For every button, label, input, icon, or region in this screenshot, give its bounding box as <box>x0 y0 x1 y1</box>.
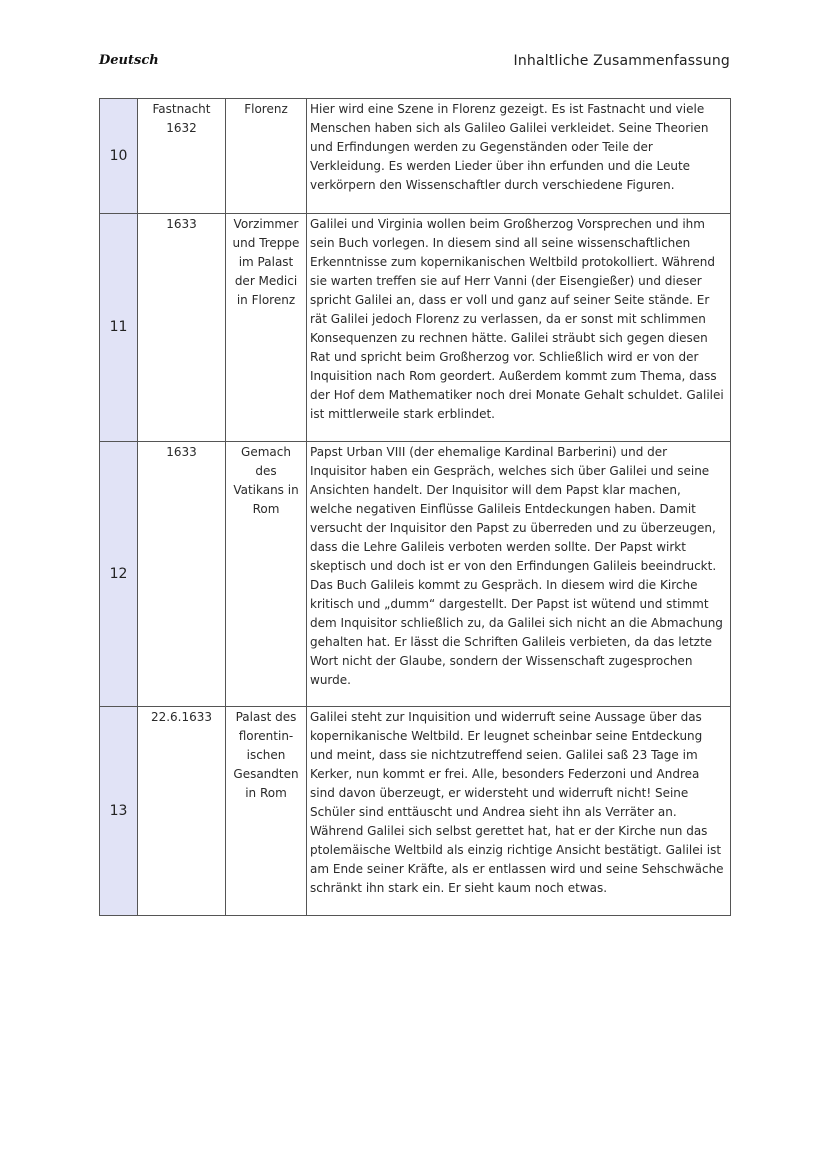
scene-description: Galilei und Virginia wollen beim Großherzog Vorsprechen und ihm sein Buch vorlegen. In diesem sind all seine wissenschaftlichen Erkenntnisse zum kopernikanischen Weltbild protokolliert. Während sie warten treffen sie auf Herr Vanni (der Eisengießer) und dieser spricht Galilei an, dass er voll und ganz auf seiner Seite stände. Er rät Galilei jedoch Florenz zu verlassen, da er sonst mit schlimmen Konsequenzen zu rechnen hätte. Galilei sträubt sich gegen diesen Rat und spricht beim Großherzog vor. Schließlich wird er von der Inquisition nach Rom geordert. Außerdem kommt zum Thema, dass der Hof dem Mathematiker noch drei Monate Gehalt schuldet. Galilei ist mittlerweile stark erblindet. <box>307 214 731 442</box>
scene-description: Galilei steht zur Inquisition und widerruft seine Aussage über das kopernikanische Weltbild. Er leugnet scheinbar seine Entdeckung und meint, dass sie nichtzutreffend seien. Galilei saß 23 Tage im Kerker, nun kommt er frei. Alle, besonders Federzoni und Andrea sind davon überzeugt, er widersteht und widerruft nicht! Seine Schüler sind enttäuscht und Andrea sieht ihn als Verräter an. Während Galilei sich selbst gerettet hat, hat er der Kirche nun das ptolemäische Weltbild als einzig richtige Ansicht bestätigt. Galilei ist am Ende seiner Kräfte, als er entlassen wird und seine Sehschwäche schränkt ihn stark ein. Er sieht kaum noch etwas. <box>307 707 731 916</box>
summary-table <box>99 98 731 916</box>
scene-place: Florenz <box>226 99 307 214</box>
scene-place: Gemach des Vatikans in Rom <box>226 442 307 707</box>
scene-date: Fastnacht 1632 <box>138 99 226 214</box>
table-row <box>100 99 731 214</box>
scene-place: Vorzimmer und Treppe im Palast der Medici in Florenz <box>226 214 307 442</box>
document-title: Inhaltliche Zusammenfassung <box>513 53 730 69</box>
scene-description: Hier wird eine Szene in Florenz gezeigt. Es ist Fastnacht und viele Menschen haben sich als Galileo Galilei verkleidet. Seine Theorien und Erfindungen werden zu Gegenständen oder Teile der Verkleidung. Es werden Lieder über ihn erfunden und die Leute verkörpern den Wissenschaftler durch verschiedene Figuren. <box>307 99 731 214</box>
table-row <box>100 214 731 442</box>
table-row <box>100 442 731 707</box>
scene-number: 11 <box>100 214 138 442</box>
table-row <box>100 707 731 916</box>
scene-number: 10 <box>100 99 138 214</box>
scene-date: 22.6.1633 <box>138 707 226 916</box>
subject-label: Deutsch <box>99 53 159 68</box>
scene-date: 1633 <box>138 442 226 707</box>
scene-date: 1633 <box>138 214 226 442</box>
scene-number: 13 <box>100 707 138 916</box>
scene-place: Palast des florentin-ischen Gesandten in Rom <box>226 707 307 916</box>
scene-description: Papst Urban VIII (der ehemalige Kardinal Barberini) und der Inquisitor haben ein Gespräch, welches sich über Galilei und seine Ansichten handelt. Der Inquisitor will dem Papst klar machen, welche negativen Einflüsse Galileis Entdeckungen haben. Damit versucht der Inquisitor den Papst zu überreden und zu überzeugen, dass die Lehre Galileis verboten werden sollte. Der Papst wirkt skeptisch und doch ist er von den Erfindungen Galileis beeindruckt. Das Buch Galileis kommt zu Gespräch. In diesem wird die Kirche kritisch und „dumm“ dargestellt. Der Papst ist wütend und stimmt dem Inquisitor schließlich zu, da Galilei sich nicht an die Abmachung gehalten hat. Er lässt die Schriften Galileis verbieten, da das letzte Wort nicht der Glaube, sondern der Wissenschaft zugesprochen wurde. <box>307 442 731 707</box>
scene-number: 12 <box>100 442 138 707</box>
